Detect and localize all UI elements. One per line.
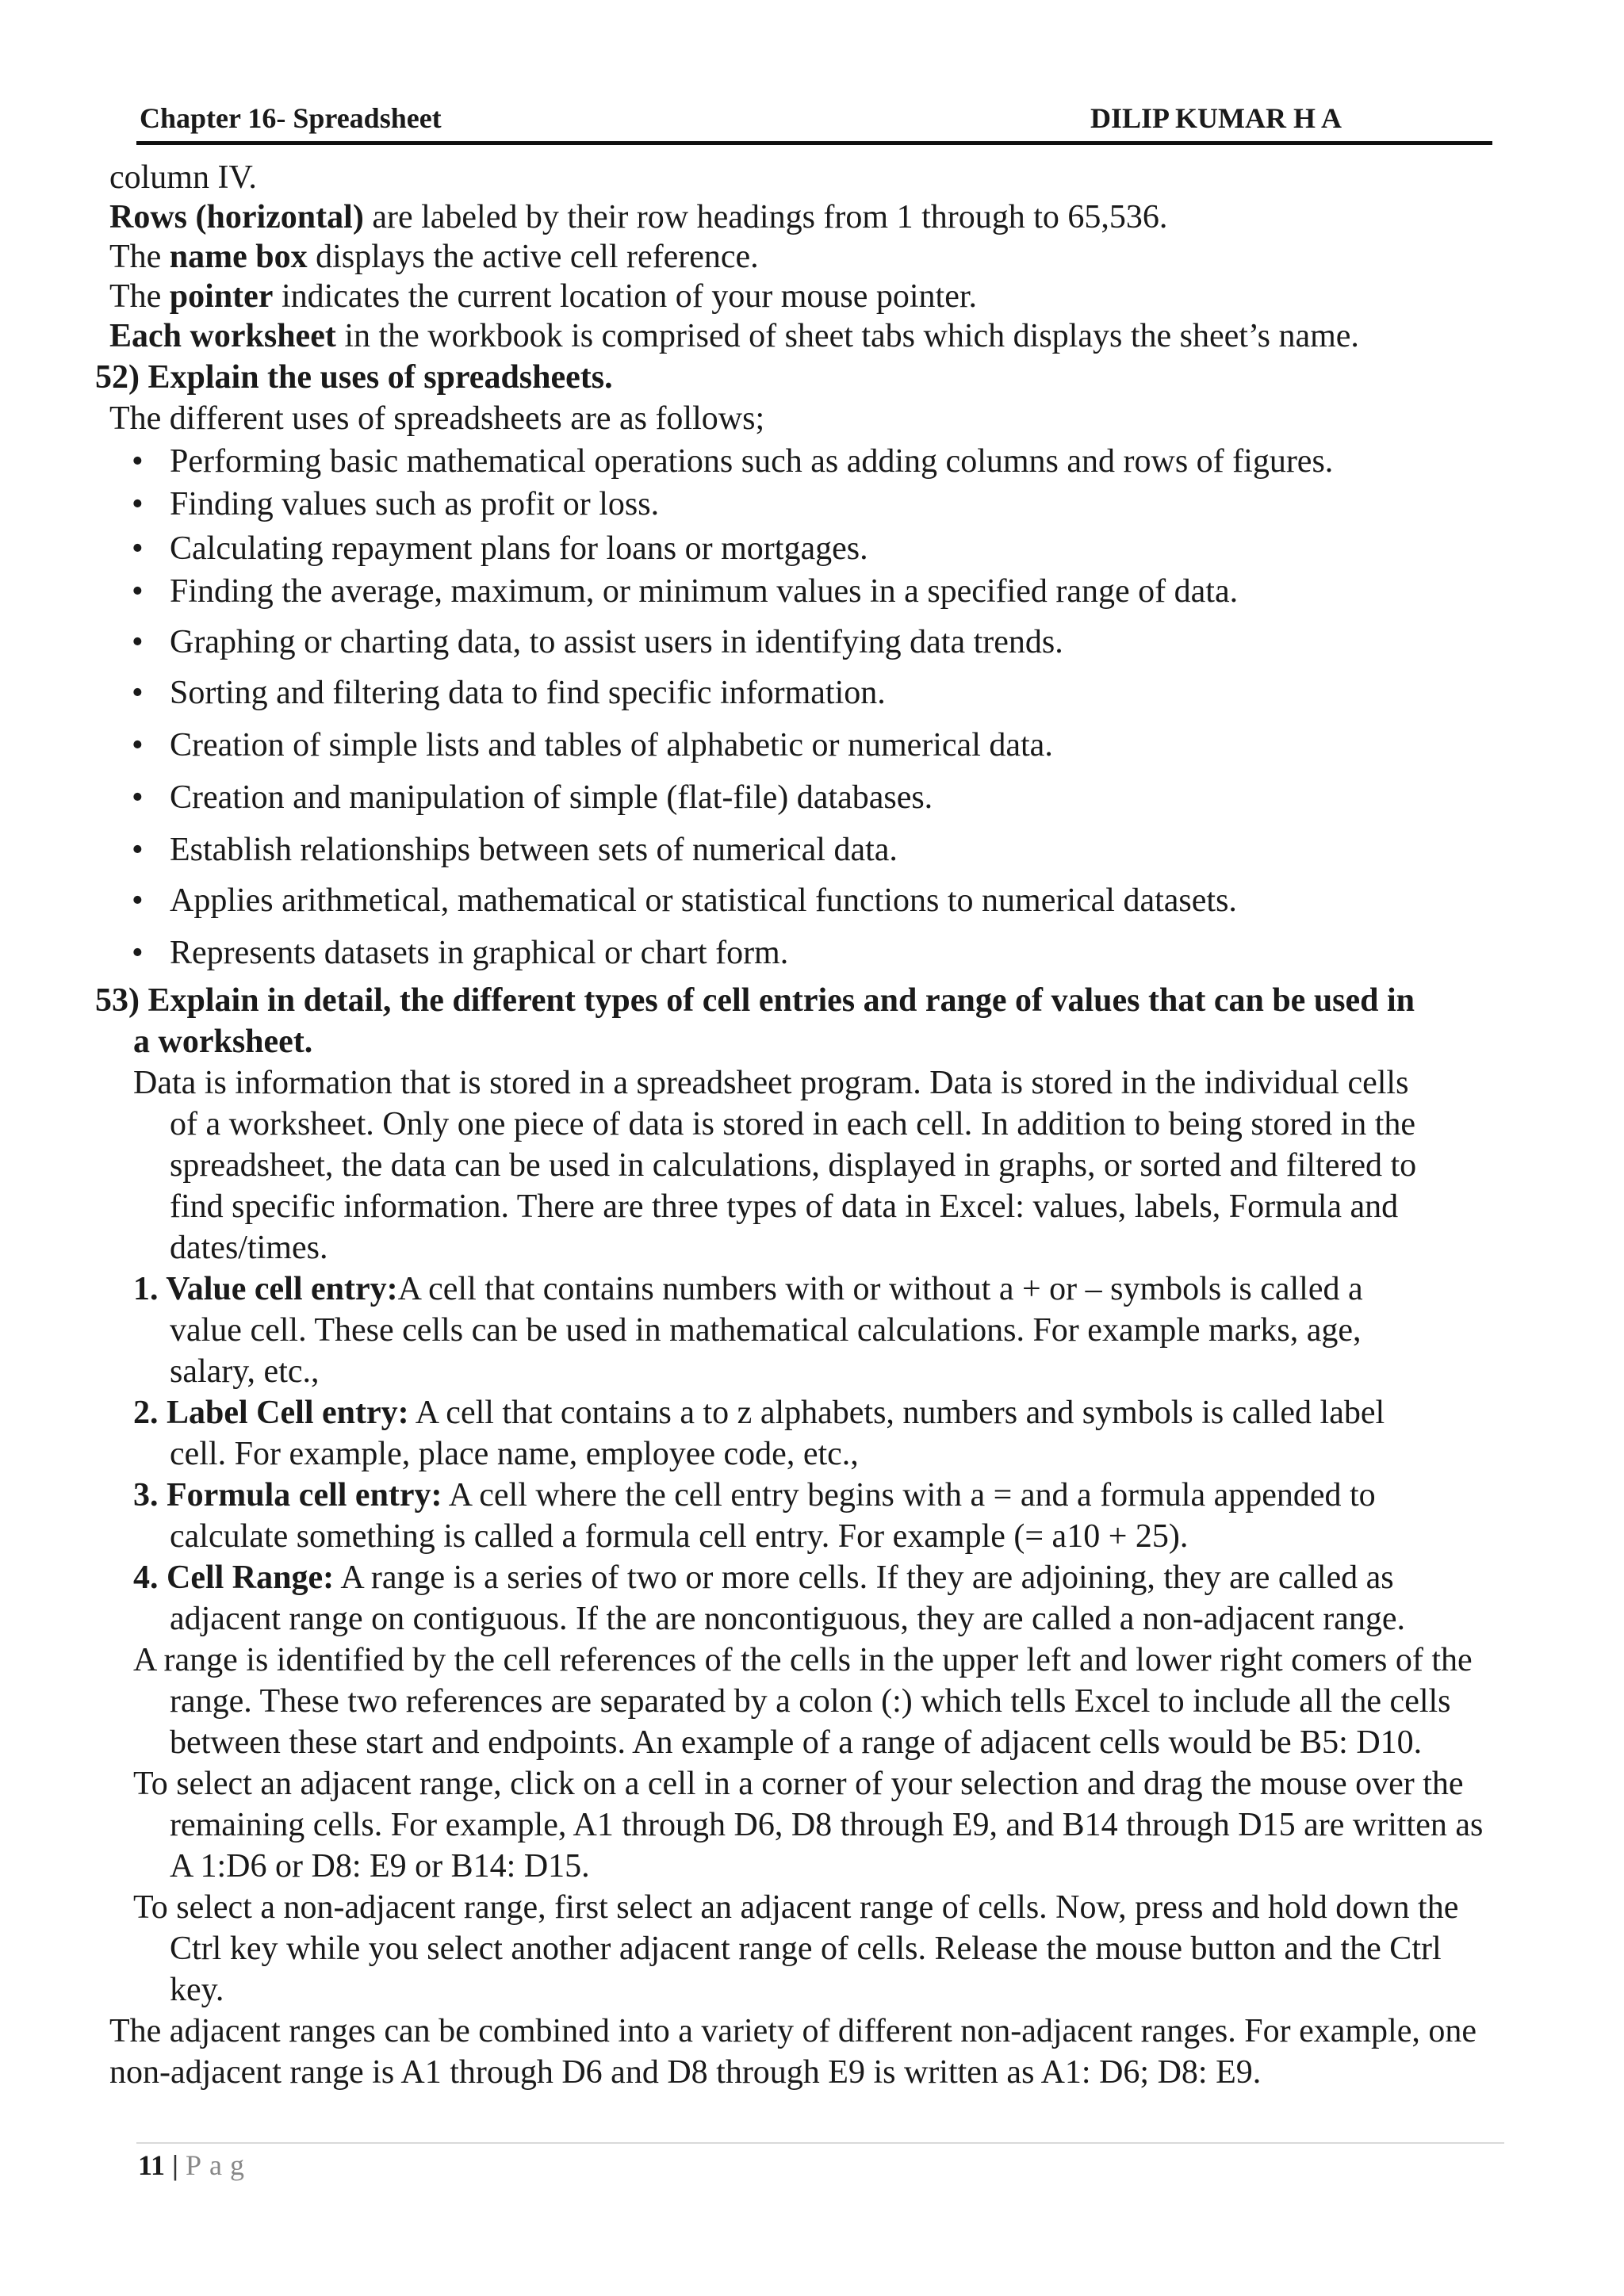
intro-line: [109, 316, 1359, 357]
list-item-text: Applies arithmetical, mathematical or statistical functions to numerical datasets.: [170, 882, 1237, 919]
list-item-text: Finding values such as profit or loss.: [170, 486, 660, 522]
bullet: •: [132, 675, 144, 711]
term: 2. Label Cell entry:: [133, 1395, 409, 1431]
bullet: •: [132, 779, 144, 816]
paragraph-line: adjacent range on contiguous. If the are noncontiguous, they are called a non-adjacent range.: [170, 1601, 1406, 1637]
chapter-title: Chapter 16- Spreadsheet: [140, 102, 442, 134]
text: The: [109, 278, 170, 315]
question-53-heading: 53) Explain in detail, the different types of cell entries and range of values that can be used in: [95, 982, 1415, 1019]
page-header: [136, 101, 1492, 145]
page-number: 11: [138, 2149, 166, 2181]
paragraph-line: salary, etc.,: [170, 1353, 320, 1390]
term: 3. Formula cell entry:: [133, 1477, 442, 1513]
list-item-text: Finding the average, maximum, or minimum values in a specified range of data.: [170, 573, 1239, 610]
bullet: •: [132, 832, 144, 868]
text: A range is a series of two or more cells. If they are adjoining, they are called as: [334, 1559, 1394, 1596]
bullet: •: [132, 573, 144, 610]
list-item-text: Calculating repayment plans for loans or mortgages.: [170, 530, 868, 567]
paragraph-line: cell. For example, place name, employee code, etc.,: [170, 1436, 859, 1472]
paragraph-line: key.: [170, 1972, 224, 2008]
intro-line: column IV.: [109, 159, 257, 196]
paragraph-line: The adjacent ranges can be combined into a variety of different non-adjacent ranges. For example, one: [109, 2013, 1477, 2049]
text: The: [109, 239, 170, 275]
text: A cell that contains a to z alphabets, numbers and symbols is called label: [408, 1395, 1385, 1431]
intro-line: [109, 236, 759, 277]
text: are labeled by their row headings from 1 through to 65,536.: [363, 199, 1168, 235]
page-footer: [138, 2149, 252, 2182]
paragraph-line: range. These two references are separated by a colon (:) which tells Excel to include all the cells: [170, 1683, 1451, 1720]
question-53-heading-cont: a worksheet.: [133, 1024, 313, 1060]
list-item-text: Performing basic mathematical operations such as adding columns and rows of figures.: [170, 443, 1334, 480]
term: 4. Cell Range:: [133, 1559, 335, 1596]
footer-divider: [136, 2142, 1504, 2144]
value-cell-entry: [133, 1269, 1363, 1310]
text: A cell where the cell entry begins with a = and a formula appended to: [442, 1477, 1376, 1513]
paragraph-line: To select an adjacent range, click on a cell in a corner of your selection and drag the mouse over the: [133, 1766, 1464, 1802]
question-52-heading: 52) Explain the uses of spreadsheets.: [95, 359, 613, 396]
bullet: •: [132, 486, 144, 522]
cell-range-entry: [133, 1557, 1394, 1598]
intro-line: [109, 276, 977, 317]
intro-line: [109, 197, 1167, 238]
text: indicates the current location of your mouse pointer.: [273, 278, 978, 315]
bullet: •: [132, 443, 144, 480]
term: 1. Value cell entry:: [133, 1271, 398, 1307]
list-item-text: Sorting and filtering data to find specific information.: [170, 675, 886, 711]
term: pointer: [169, 278, 274, 315]
paragraph-line: find specific information. There are three types of data in Excel: values, labels, Formula and: [170, 1188, 1399, 1225]
list-item-text: Creation and manipulation of simple (flat-file) databases.: [170, 779, 933, 816]
text: A cell that contains numbers with or without a + or – symbols is called a: [397, 1271, 1363, 1307]
bullet: •: [132, 624, 144, 660]
text: displays the active cell reference.: [307, 239, 759, 275]
paragraph-line: between these start and endpoints. An example of a range of adjacent cells would be B5: D10.: [170, 1724, 1423, 1761]
author-name: DILIP KUMAR H A: [1090, 102, 1342, 134]
term: Rows (horizontal): [109, 199, 364, 235]
label-cell-entry: [133, 1392, 1385, 1433]
term: name box: [169, 239, 308, 275]
paragraph-line: To select a non-adjacent range, first select an adjacent range of cells. Now, press and hold down the: [133, 1889, 1459, 1926]
formula-cell-entry: [133, 1475, 1376, 1516]
bullet: •: [132, 935, 144, 971]
paragraph-line: Data is information that is stored in a spreadsheet program. Data is stored in the individual cells: [133, 1065, 1409, 1101]
paragraph-line: dates/times.: [170, 1230, 328, 1266]
list-item-text: Creation of simple lists and tables of alphabetic or numerical data.: [170, 727, 1053, 763]
page-label: Pag: [185, 2149, 252, 2181]
bullet: •: [132, 727, 144, 763]
list-item-text: Represents datasets in graphical or chart form.: [170, 935, 789, 971]
footer-separator: |: [165, 2149, 186, 2181]
paragraph-line: remaining cells. For example, A1 through D6, D8 through E9, and B14 through D15 are written as: [170, 1807, 1484, 1843]
paragraph-line: of a worksheet. Only one piece of data is stored in each cell. In addition to being stored in the: [170, 1106, 1416, 1142]
paragraph-line: non-adjacent range is A1 through D6 and D8 through E9 is written as A1: D6; D8: E9.: [109, 2054, 1262, 2091]
bullet: •: [132, 882, 144, 919]
paragraph-line: A 1:D6 or D8: E9 or B14: D15.: [170, 1848, 590, 1885]
list-item-text: Graphing or charting data, to assist users in identifying data trends.: [170, 624, 1063, 660]
paragraph-line: A range is identified by the cell references of the cells in the upper left and lower right comers of the: [133, 1642, 1473, 1678]
paragraph-line: Ctrl key while you select another adjacent range of cells. Release the mouse button and the Ctrl: [170, 1931, 1442, 1967]
paragraph-line: value cell. These cells can be used in mathematical calculations. For example marks, age,: [170, 1312, 1362, 1349]
text: in the workbook is comprised of sheet tabs which displays the sheet’s name.: [335, 318, 1359, 354]
paragraph-line: calculate something is called a formula cell entry. For example (= a10 + 25).: [170, 1518, 1189, 1555]
bullet: •: [132, 530, 144, 567]
term: Each worksheet: [109, 318, 336, 354]
paragraph-line: spreadsheet, the data can be used in calculations, displayed in graphs, or sorted and filtered to: [170, 1147, 1417, 1184]
q52-lead: The different uses of spreadsheets are as follows;: [109, 400, 765, 437]
list-item-text: Establish relationships between sets of numerical data.: [170, 832, 898, 868]
